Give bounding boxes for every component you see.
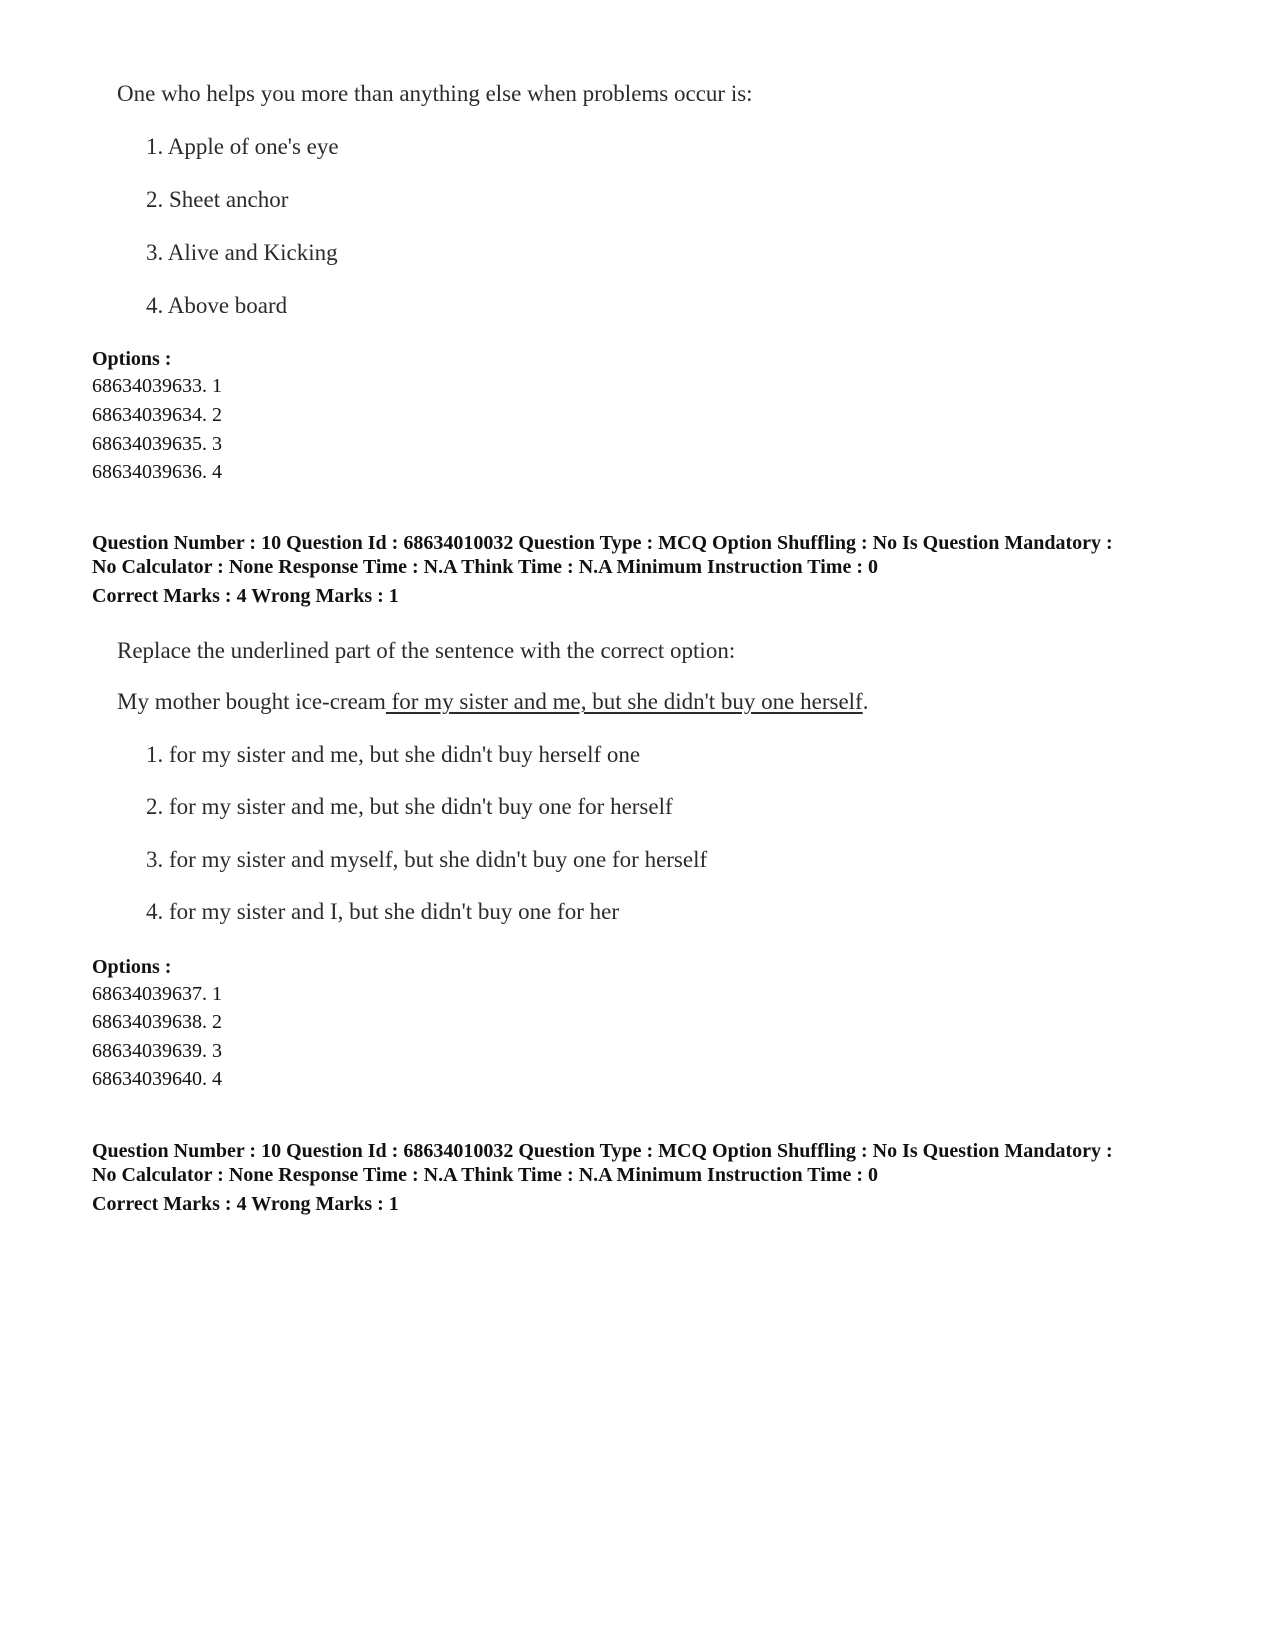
question-9-choice-3: 3. Alive and Kicking: [146, 240, 338, 265]
question-marks: Correct Marks : 4 Wrong Marks : 1: [92, 585, 399, 607]
question-9-choice-4: 4. Above board: [146, 293, 288, 318]
question-9-choice-2: 2. Sheet anchor: [146, 187, 289, 212]
question-marks: Correct Marks : 4 Wrong Marks : 1: [92, 1193, 399, 1215]
question-meta-line-2: No Calculator : None Response Time : N.A Think Time : N.A Minimum Instruction Time : 0: [92, 1164, 878, 1186]
option-id-line: 68634039633. 1: [92, 375, 222, 397]
question-9-stem: One who helps you more than anything else when problems occur is:: [117, 81, 753, 106]
option-id-line: 68634039639. 3: [92, 1040, 222, 1062]
question-10-choice-2: 2. for my sister and me, but she didn't buy one for herself: [146, 794, 673, 819]
option-id-line: 68634039637. 1: [92, 983, 222, 1005]
option-id-line: 68634039638. 2: [92, 1011, 222, 1033]
sentence-suffix: .: [862, 689, 869, 714]
question-10-instruction: Replace the underlined part of the sentence with the correct option:: [117, 638, 736, 663]
question-10-choice-1: 1. for my sister and me, but she didn't buy herself one: [146, 742, 641, 767]
option-id-line: 68634039640. 4: [92, 1068, 222, 1090]
option-id-line: 68634039634. 2: [92, 404, 222, 426]
question-10-sentence: [117, 688, 868, 716]
question-9-choice-1: 1. Apple of one's eye: [146, 134, 339, 159]
question-meta-line-1: Question Number : 10 Question Id : 68634010032 Question Type : MCQ Option Shuffling : No Is Question Mandatory :: [92, 532, 1113, 554]
question-meta-line-1: Question Number : 10 Question Id : 68634010032 Question Type : MCQ Option Shuffling : No Is Question Mandatory :: [92, 1140, 1113, 1162]
option-id-line: 68634039635. 3: [92, 433, 222, 455]
sentence-underlined-part: for my sister and me, but she didn't buy one herself: [385, 689, 863, 714]
options-heading: Options :: [92, 348, 172, 370]
question-meta-line-2: No Calculator : None Response Time : N.A Think Time : N.A Minimum Instruction Time : 0: [92, 556, 878, 578]
question-10-choice-3: 3. for my sister and myself, but she didn't buy one for herself: [146, 847, 708, 872]
option-id-line: 68634039636. 4: [92, 461, 222, 483]
options-heading: Options :: [92, 956, 172, 978]
question-10-choice-4: 4. for my sister and I, but she didn't buy one for her: [146, 899, 619, 924]
sentence-prefix: My mother bought ice-cream: [117, 689, 386, 714]
